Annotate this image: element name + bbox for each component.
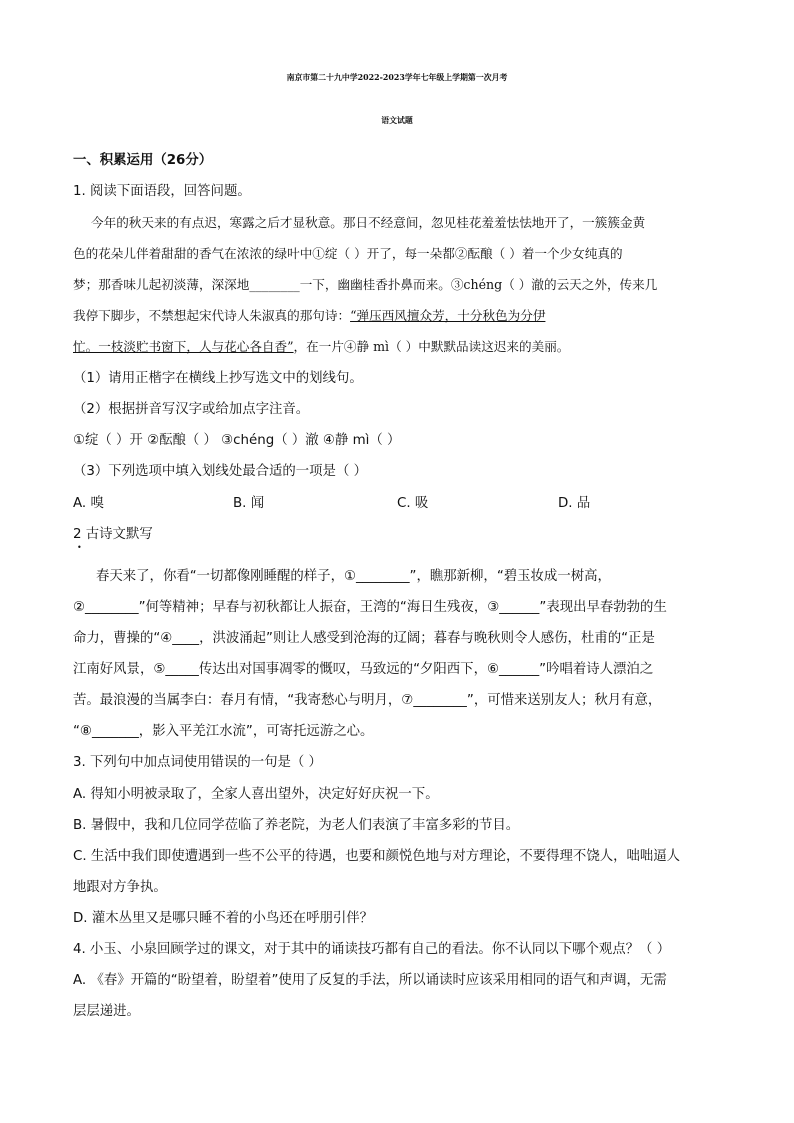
q3-option-c: C. 生活中我们即使遭遇到一些不公平的待遇，也要和颜悦色地与对方理论，不要得理不饶人，咄咄逼人 — [73, 849, 681, 864]
q2-line-3: 命力，曹操的“④____，洪波涌起”则让人感受到沧海的辽阔；暮春与晚秋则令人感伤，杜甫的“正是 — [73, 631, 655, 646]
q1-passage-line-4-text: 我停下脚步，不禁想起宋代诗人朱淑真的那句诗： — [73, 308, 351, 323]
q2-line-4: 江南好风景，⑤_____传达出对国事凋零的慨叹，马致远的“夕阳西下，⑥______”吟唱着诗人漂泊之 — [73, 662, 654, 677]
q1-sub1: （1）请用正楷字在横线上抄写选文中的划线句。 — [73, 371, 363, 386]
page-title: 南京市第二十九中学2022-2023学年七年级上学期第一次月考 — [286, 73, 508, 82]
q1-sub2: （2）根据拼音写汉字或给加点字注音。 — [73, 402, 310, 417]
q4-prompt: 4. 小玉、小泉回顾学过的课文，对于其中的诵读技巧都有自己的看法。你不认同以下哪个观点？（ ） — [73, 942, 671, 957]
q1-passage-line-4 — [73, 306, 545, 326]
q2-line-5: 苦。最浪漫的当属李白：春月有情，“我寄愁心与明月，⑦________”，可惜来送别友人；秋月有意， — [73, 693, 662, 708]
q1-option-b: B. 闻 — [233, 496, 265, 511]
q1-passage-line-3: 梦；那香味儿起初淡薄，深深地________一下，幽幽桂香扑鼻而来。③chéng（ ）澈的云天之外，传来几 — [73, 277, 658, 292]
q1-option-a: A. 嗅 — [73, 496, 104, 511]
q2-prompt: 2 古诗文默写 — [73, 527, 153, 542]
q2-line-1: 春天来了，你看“一切都像刚睡醒的样子，①________”，瞧那新柳，“碧玉妆成一树高， — [96, 569, 611, 584]
q4-option-a: A. 《春》开篇的“盼望着，盼望着”使用了反复的手法，所以诵读时应该采用相同的语气和声调，无需 — [73, 973, 667, 988]
q1-sub2-items: ①绽（ ）开 ②酝酿（ ） ③chéng（ ）澈 ④静 mì（ ） — [73, 433, 401, 448]
q1-option-d: D. 品 — [558, 496, 591, 511]
q1-passage-line-1: 今年的秋天来的有点迟，寒露之后才显秋意。那日不经意间，忽见桂花羞羞怯怯地开了，一簇簇金黄 — [91, 215, 646, 230]
q1-passage-line-5: 忙。一枝淡贮书窗下，人与花心各自香”，在一片④静 mì（ ）中默默品读这迟来的美丽。 — [73, 339, 570, 354]
q1-passage-line-2: 色的花朵儿伴着甜甜的香气在浓浓的绿叶中①绽（ ）开了，每一朵都②酝酿（ ）着一个少女纯真的 — [73, 246, 623, 261]
dot-mark: • — [77, 543, 82, 552]
page-subtitle: 语文试题 — [381, 116, 413, 125]
q1-option-c: C. 吸 — [397, 496, 429, 511]
q3-option-d: D. 灌木丛里又是哪只睡不着的小鸟还在呼朋引伴？ — [73, 911, 374, 926]
section-heading: 一、积累运用（26分） — [73, 153, 213, 168]
q4-option-a-cont: 层层递进。 — [73, 1004, 140, 1019]
underlined-quote-part2: 忙。一枝淡贮书窗下，人与花心各自香” — [73, 339, 294, 354]
q3-option-b: B. 暑假中，我和几位同学莅临了养老院，为老人们表演了丰富多彩的节目。 — [73, 818, 520, 833]
q3-option-c-cont: 地跟对方争执。 — [73, 880, 167, 895]
q2-line-6: “⑧_______，影入平羌江水流”，可寄托远游之心。 — [73, 724, 374, 739]
q3-prompt: 3. 下列句中加点词使用错误的一句是（ ） — [73, 755, 322, 770]
q2-line-2: ②________”何等精神；早春与初秋都让人振奋，王湾的“海日生残夜，③______”表现出早春勃勃的生 — [73, 600, 667, 615]
q1-sub3: （3）下列选项中填入划线处最合适的一项是（ ） — [73, 464, 367, 479]
q3-option-a: A. 得知小明被录取了，全家人喜出望外，决定好好庆祝一下。 — [73, 787, 439, 802]
underlined-quote-part1: “弹压西风擅众芳，十分秋色为分伊 — [350, 308, 546, 323]
q1-prompt: 1. 阅读下面语段，回答问题。 — [73, 184, 251, 199]
